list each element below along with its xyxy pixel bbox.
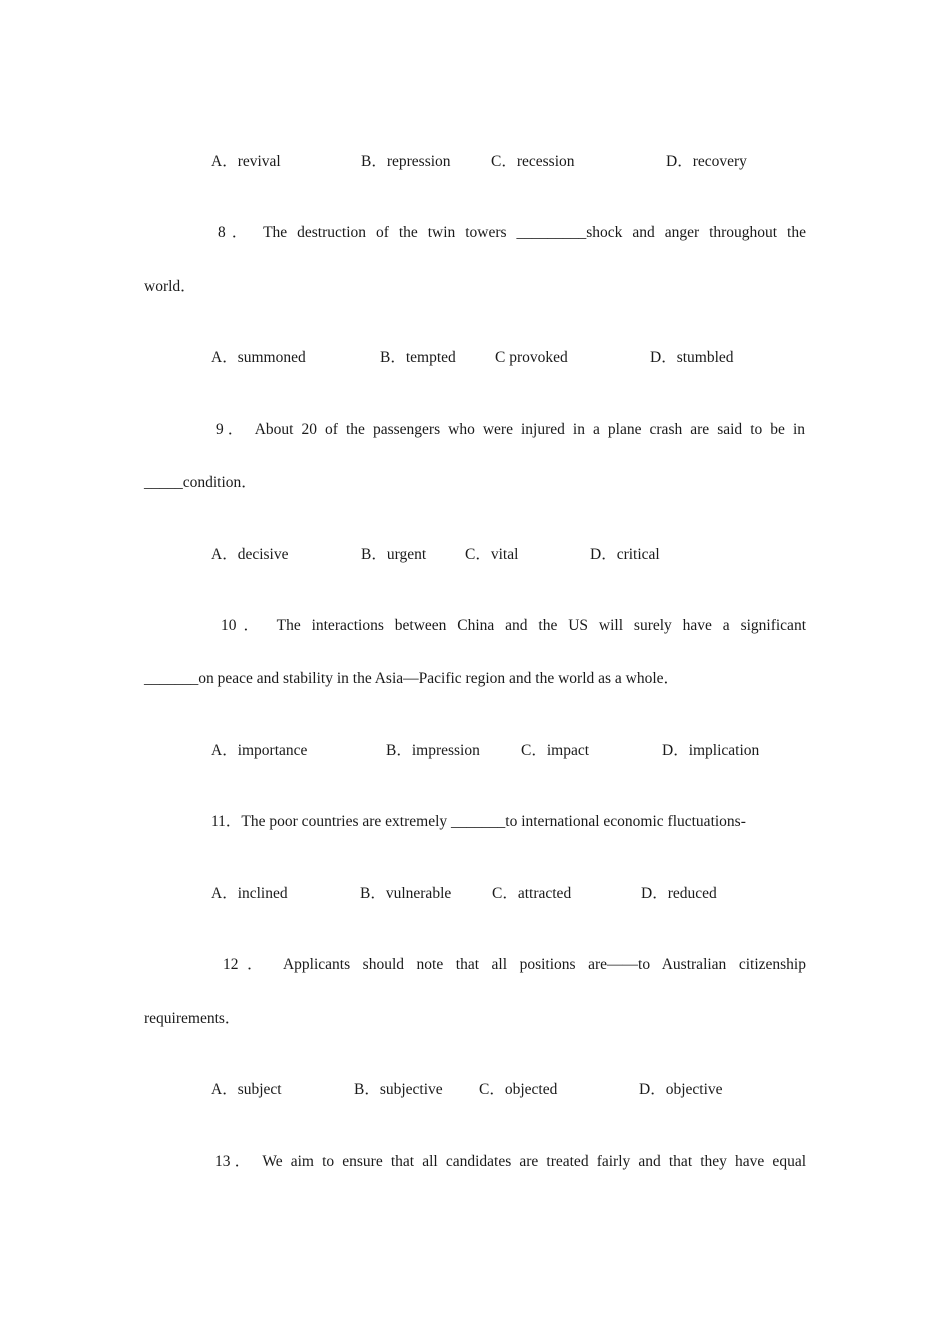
- q7-option-c: C．recession: [491, 153, 575, 170]
- q12-option-a: A．subject: [211, 1081, 282, 1098]
- q11-option-d: D．reduced: [641, 885, 717, 902]
- q11-stem-line1: 11．The poor countries are extremely _______to international economic fluctuations-: [211, 813, 746, 830]
- q8-option-a: A．summoned: [211, 349, 306, 366]
- q8-stem-line1: 8． The destruction of the twin towers _________shock and anger throughout the: [218, 224, 806, 241]
- q10-option-a: A．importance: [211, 742, 308, 759]
- q7-options: [0, 152, 950, 172]
- q10-option-c: C．impact: [521, 742, 590, 759]
- q9-option-a: A．decisive: [211, 546, 289, 563]
- q12-options: [0, 1080, 950, 1100]
- q12-stem-line2: requirements．: [144, 1010, 241, 1027]
- q12-option-c: C．objected: [479, 1081, 558, 1098]
- q9-option-b: B．urgent: [361, 546, 427, 563]
- q11-option-b: B．vulnerable: [360, 885, 452, 902]
- q8-option-d: D．stumbled: [650, 349, 734, 366]
- q13-stem-line1: 13． We aim to ensure that all candidates are treated fairly and that they have equal: [215, 1153, 806, 1170]
- q10-stem-line1: 10． The interactions between China and the US will surely have a significant: [221, 617, 806, 634]
- q7-option-a: A．revival: [211, 153, 281, 170]
- q7-option-d: D．recovery: [666, 153, 747, 170]
- q11-options: [0, 884, 950, 904]
- q10-option-b: B．impression: [386, 742, 480, 759]
- q9-option-d: D．critical: [590, 546, 660, 563]
- q8-options: [0, 348, 950, 368]
- q11-option-a: A．inclined: [211, 885, 288, 902]
- q7-option-b: B．repression: [361, 153, 451, 170]
- q12-stem-line1: 12． Applicants should note that all positions are——to Australian citizenship: [223, 956, 806, 973]
- q9-options: [0, 545, 950, 565]
- q8-option-b: B．tempted: [380, 349, 456, 366]
- q8-option-c: C provoked: [495, 349, 568, 366]
- q10-stem-line2: _______on peace and stability in the Asia—Pacific region and the world as a whole．: [144, 670, 680, 687]
- q9-option-c: C．vital: [465, 546, 519, 563]
- q12-option-b: B．subjective: [354, 1081, 443, 1098]
- q9-stem-line2: _____condition．: [144, 474, 257, 491]
- q8-stem-line2: world．: [144, 278, 196, 295]
- q10-option-d: D．implication: [662, 742, 760, 759]
- q11-option-c: C．attracted: [492, 885, 572, 902]
- q9-stem-line1: 9． About 20 of the passengers who were injured in a plane crash are said to be in: [216, 421, 805, 438]
- q10-options: [0, 741, 950, 761]
- q12-option-d: D．objective: [639, 1081, 723, 1098]
